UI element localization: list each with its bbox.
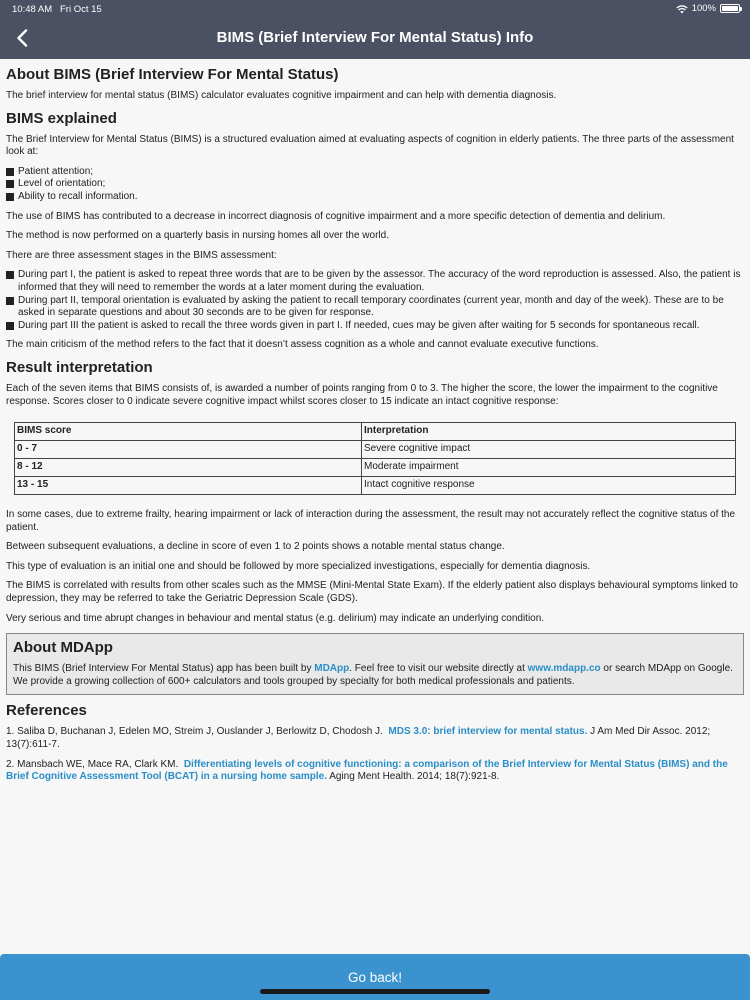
reference-item [6,759,744,784]
table-header: Interpretation [362,423,736,441]
mdapp-text-3: or search MDApp on Google. We provide a growing collection of 600+ calculators and tools grouped by specialty for both medical professionals and patients. [13,663,733,687]
about-heading: About BIMS (Brief Interview For Mental Status) [6,66,339,83]
battery-percent: 100% [691,3,716,14]
website-link[interactable]: www.mdapp.co [527,663,601,675]
battery-level [722,6,738,11]
explained-heading: BIMS explained [6,109,117,127]
reference-source: J Am Med Dir Assoc. 2012; 13(7):611-7. [6,726,711,751]
references-heading: References [6,702,87,720]
explained-p3: There are three assessment stages in the BIMS assessment: [6,249,277,261]
result-p4: The BIMS is correlated with results from other scales such as the MMSE (Mini-Mental State Exam). If the elderly patient also displays behavioural symptoms linked to depression, they may be referred to take the Geriatric Depression Scale (GDS). [6,580,738,605]
mdapp-text-1: This BIMS (Brief Interview For Mental Status) app has been built by [13,663,315,675]
status-right [676,3,740,14]
explained-p2: The method is now performed on a quarterly basis in nursing homes all over the world. [6,230,389,242]
score-table [14,422,736,495]
result-intro: Each of the seven items that BIMS consists of, is awarded a number of points ranging from 0 to 3. The higher the score, the lower the impairment to the cognitive response. Scores closer to 0 indicate severe cognitive impact whilst scores closer to 15 indicate an intact cognitive response: [6,382,718,407]
score-cell: 13 - 15 [15,477,362,495]
reference-link[interactable]: MDS 3.0: brief interview for mental status. [388,726,588,738]
score-cell: 8 - 12 [15,459,362,477]
home-indicator[interactable] [260,989,490,994]
page-title: BIMS (Brief Interview For Mental Status) Info [216,29,534,46]
interpretation-cell: Moderate impairment [362,459,736,477]
table-row [15,459,736,477]
reference-source: Aging Ment Health. 2014; 18(7):921-8. [326,771,500,783]
status-time: 10:48 AM [12,4,53,15]
wifi-icon [676,4,688,14]
nav-bar [0,18,750,59]
reference-item [6,726,744,751]
mdapp-text [13,663,737,688]
score-cell: 0 - 7 [15,441,362,459]
status-date: Fri Oct 15 [60,4,102,15]
table-header-row [15,423,736,441]
table-header: BIMS score [15,423,362,441]
explained-intro: The Brief Interview for Mental Status (BIMS) is a structured evaluation aimed at evaluating aspects of cognition in elderly patients. The three parts of the assessment look at: [6,133,734,158]
info-content[interactable] [0,60,750,953]
explained-p1: The use of BIMS has contributed to a decrease in incorrect diagnosis of cognitive impairment and a more specific detection of dementia and delirium. [6,210,666,222]
stages-list [6,269,744,332]
go-back-label: Go back! [347,970,403,985]
battery-icon [720,4,740,13]
table-row [15,441,736,459]
interpretation-cell: Intact cognitive response [362,477,736,495]
result-p5: Very serious and time abrupt changes in behaviour and mental status (e.g. delirium) may indicate an underlying condition. [6,612,545,624]
parts-list [6,166,744,204]
mdapp-heading: About MDApp [13,639,113,657]
list-item: During part II, temporal orientation is evaluated by asking the patient to recall temporary coordinates (current year, month and day of the week). These are to be asked in separate questions and about 30 seconds are to be given for response. [6,295,744,320]
interpretation-cell: Severe cognitive impact [362,441,736,459]
list-item: Patient attention; [6,166,744,179]
about-text: The brief interview for mental status (BIMS) calculator evaluates cognitive impairment and can help with dementia diagnosis. [6,90,557,101]
list-item: During part III the patient is asked to recall the three words given in part I. If needed, cues may be given after waiting for 5 seconds for spontaneous recall. [6,320,744,333]
explained-p4: The main criticism of the method refers to the fact that it doesn’t assess cognition as a whole and cannot evaluate executive functions. [6,339,599,351]
mdapp-link[interactable]: MDApp [314,663,350,675]
list-item: Level of orientation; [6,178,744,191]
result-heading: Result interpretation [6,358,153,376]
mdapp-text-2: . Feel free to visit our website directly at [349,663,528,675]
result-p3: This type of evaluation is an initial one and should be followed by more specialized investigations, especially for dementia diagnosis. [6,560,591,572]
reference-authors: 1. Saliba D, Buchanan J, Edelen MO, Streim J, Ouslander J, Berlowitz D, Chodosh J. [6,726,389,738]
table-row [15,477,736,495]
reference-authors: 2. Mansbach WE, Mace RA, Clark KM. [6,758,184,770]
list-item: Ability to recall information. [6,191,744,204]
result-p2: Between subsequent evaluations, a decline in score of even 1 to 2 points shows a notable mental status change. [6,541,505,553]
status-bar [0,0,750,18]
reference-link[interactable]: Differentiating levels of cognitive functioning: a comparison of the Brief Interview for Mental Status (BIMS) and the Brief Cognitive Assessment Tool (BCAT) in a nursing home sample. [6,758,728,783]
result-p1: In some cases, due to extreme frailty, hearing impairment or lack of interaction during the assessment, the result may not accurately reflect the cognitive status of the patient. [6,509,736,533]
about-mdapp-box [6,633,744,695]
list-item: During part I, the patient is asked to repeat three words that are to be given by the assessor. The accuracy of the word reproduction is assessed. Also, the patient is informed that they will need to remember the words at a later moment during the evaluation. [6,269,744,294]
